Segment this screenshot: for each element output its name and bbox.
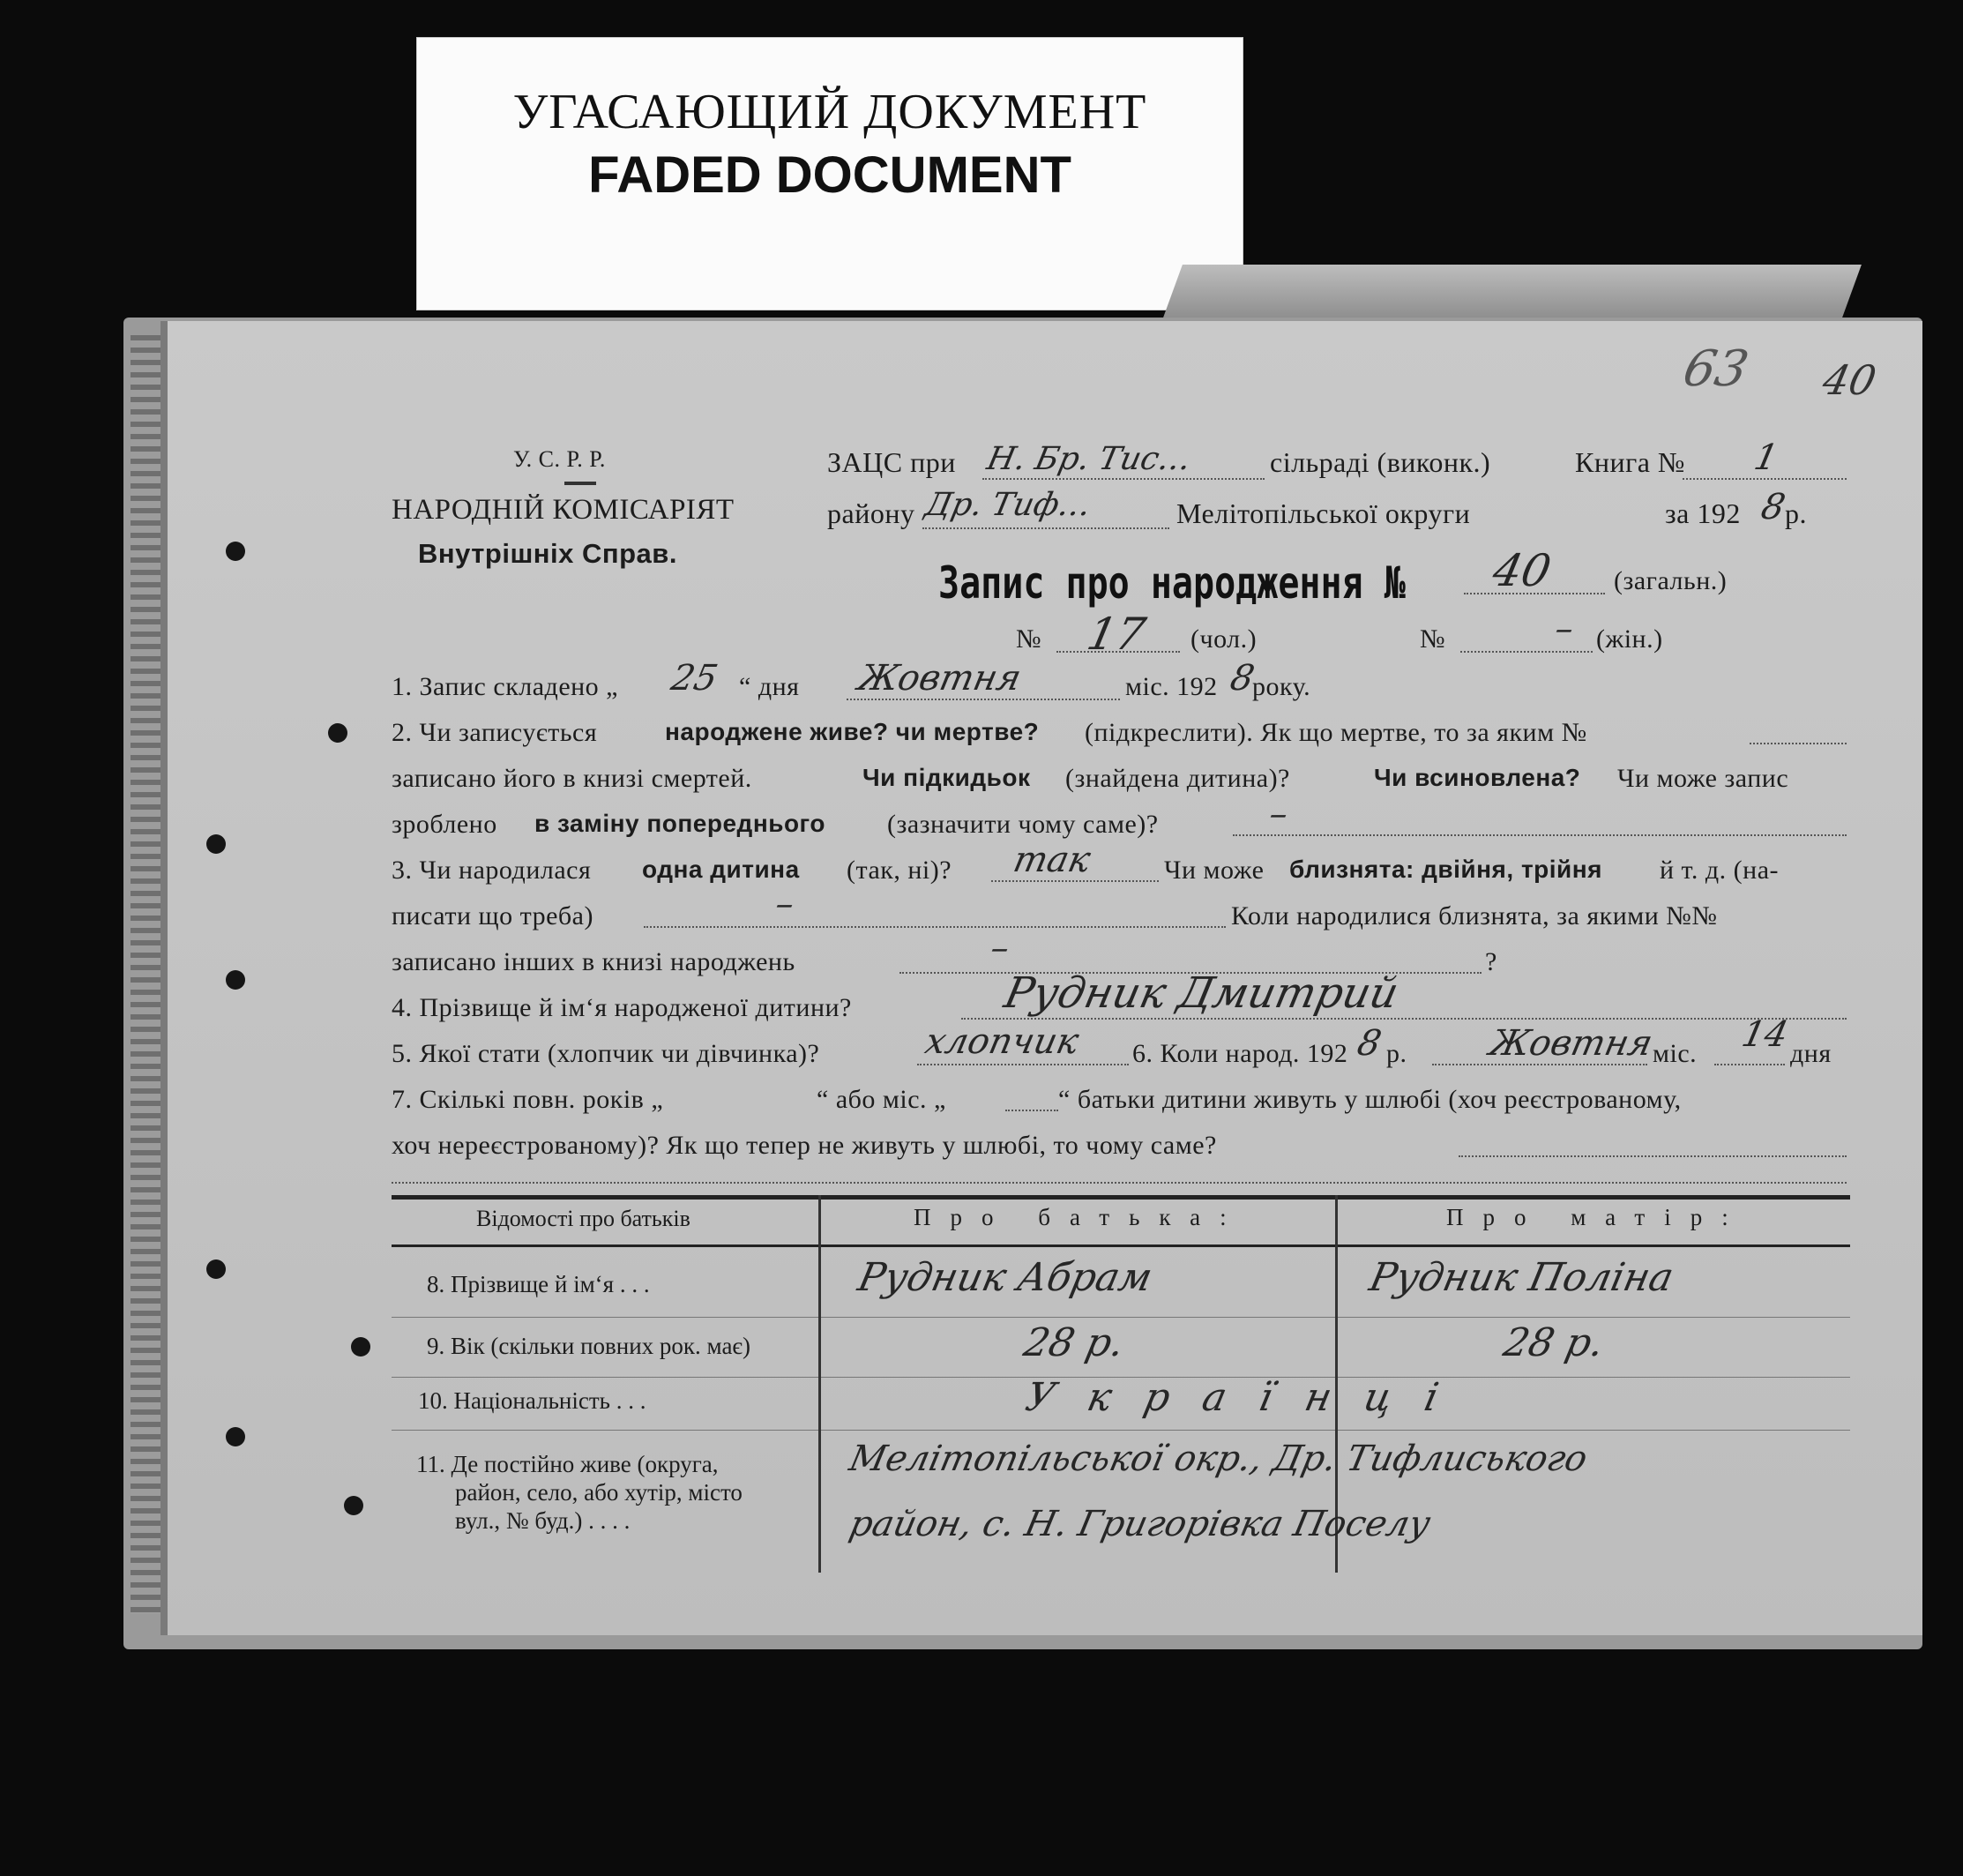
punch-hole	[351, 1337, 370, 1357]
q6-month: Жовтня	[1486, 1023, 1656, 1064]
female-number-label: №	[1420, 624, 1446, 654]
q2-adopted: Чи всиновлена?	[1374, 764, 1581, 791]
q4-label: 4. Прізвище й ім‘я народженої дитини?	[392, 993, 852, 1022]
q1-label: 1. Запис складено „	[392, 672, 618, 701]
q5-line	[917, 1064, 1129, 1065]
q2-foundling-note: (знайдена дитина)?	[1065, 764, 1290, 793]
q6-day-line	[1714, 1064, 1785, 1065]
punch-hole	[226, 1427, 245, 1446]
record-title: Запис про народження №	[938, 557, 1406, 609]
q2-line2-e: Чи може запис	[1617, 764, 1789, 793]
header-divider	[564, 482, 596, 485]
q3-maybe: Чи може	[1164, 856, 1265, 885]
q7-line2-line	[1459, 1155, 1847, 1157]
table-header-rule	[392, 1244, 1850, 1247]
nationality-value: У к р а ї н ц і	[1021, 1375, 1453, 1420]
q2-label: 2. Чи записується	[392, 718, 598, 747]
male-number-label: №	[1016, 624, 1042, 654]
book-label: Книга №	[1575, 446, 1685, 478]
q6-year: 8	[1354, 1023, 1385, 1064]
q2-alive-dead: народжене живе? чи мертве?	[665, 718, 1040, 745]
q1-month-line	[847, 699, 1120, 700]
q3-line2-line	[644, 926, 1226, 928]
table-row-rule	[392, 1317, 1850, 1318]
zags-line	[982, 478, 1265, 480]
row-name-label: 8. Прізвище й ім‘я . . .	[427, 1271, 650, 1297]
mother-name: Рудник Поліна	[1365, 1255, 1678, 1300]
punch-hole	[206, 1259, 226, 1279]
q7-line3-line	[392, 1182, 1847, 1184]
q7-months-label: “ або міс. „	[817, 1085, 946, 1114]
q2-foundling: Чи підкидьок	[862, 764, 1031, 791]
residence-value-1: Мелітопільської окр., Др. Тифлиського	[846, 1439, 1591, 1479]
q7-months-line	[1005, 1110, 1058, 1111]
female-number: –	[1551, 609, 1578, 649]
male-number-suffix: (чол.)	[1190, 624, 1258, 654]
q1-year: 8	[1227, 658, 1258, 699]
punch-hole	[344, 1496, 363, 1515]
commissariat-label: НАРОДНІЙ КОМІСАРІЯТ	[392, 494, 735, 526]
table-row-rule	[392, 1430, 1850, 1431]
binding-edge	[131, 335, 164, 1614]
label-russian: УГАСАЮЩИЙ ДОКУМЕНТ	[512, 85, 1147, 139]
okruha-label: Мелітопільської округи	[1176, 497, 1471, 529]
table-head-parents: Відомості про батьків	[476, 1206, 690, 1231]
faded-document-label	[416, 37, 1243, 310]
q5-value: хлопчик	[922, 1021, 1083, 1062]
father-age: 28 р.	[1019, 1320, 1129, 1365]
q6-month-line	[1432, 1064, 1647, 1065]
sheet-number-mark: 63	[1678, 340, 1754, 398]
zags-suffix: сільраді (виконк.)	[1270, 446, 1491, 478]
district-label: району	[827, 497, 915, 529]
year-label: за 192	[1665, 497, 1741, 529]
q2-line3-line	[1233, 834, 1847, 836]
district-line	[922, 527, 1169, 529]
row-residence-label-2: район, село, або хутір, місто	[455, 1479, 743, 1506]
record-number-suffix: (загальн.)	[1614, 566, 1728, 595]
q3-one-child: одна дитина	[642, 856, 800, 883]
q3-line2-a: писати що треба)	[392, 901, 593, 931]
other-number-mark: 40	[1818, 356, 1881, 404]
row-age-label: 9. Вік (скільки повних рок. має)	[427, 1333, 751, 1359]
q4-value: Рудник Дмитрий	[1000, 968, 1403, 1018]
q6-day-label: дня	[1790, 1039, 1832, 1068]
zags-value: Н. Бр. Тис…	[983, 441, 1195, 477]
q6-year-suffix: р.	[1386, 1039, 1407, 1068]
table-head-father: Про батька:	[914, 1204, 1246, 1230]
zags-prefix: ЗАЦС при	[827, 446, 956, 478]
republic-label: У. С. Р. Р.	[513, 446, 606, 472]
q2-line3-value: –	[1265, 794, 1292, 834]
year-suffix: р.	[1785, 497, 1807, 529]
district-value: Др. Тиф…	[922, 487, 1094, 523]
father-name: Рудник Абрам	[854, 1255, 1157, 1300]
q6-day: 14	[1738, 1014, 1792, 1055]
q2-replacement: в заміну попереднього	[534, 810, 825, 837]
mother-age: 28 р.	[1499, 1320, 1608, 1365]
q1-year-label: міс. 192	[1125, 672, 1218, 701]
book-value: 1	[1750, 437, 1782, 478]
residence-value-2: район, с. Н. Григорівка Поселу	[846, 1504, 1435, 1544]
label-english: FADED DOCUMENT	[588, 146, 1071, 204]
q2-underline-note: (підкреслити). Як що мертве, то за яким №	[1085, 718, 1587, 747]
q1-month: Жовтня	[855, 658, 1025, 699]
page-stack-edge	[1163, 265, 1862, 318]
q3-line2-value: –	[772, 884, 798, 924]
q6-label: 6. Коли народ. 192	[1132, 1039, 1348, 1068]
q3-line3-end: ?	[1485, 947, 1497, 976]
q5-label: 5. Якої стати (хлопчик чи дівчинка)?	[392, 1039, 820, 1068]
row-residence-label-3: вул., № буд.) . . . .	[455, 1507, 631, 1534]
q7-label: 7. Скількі повн. років „	[392, 1085, 664, 1114]
female-number-line	[1460, 651, 1593, 653]
q3-line2-b: Коли народилися близнята, за якими №№	[1231, 901, 1718, 931]
q3-twins: близнята: двійня, трійня	[1289, 856, 1602, 883]
q3-etc: й т. д. (на-	[1660, 856, 1780, 885]
row-nationality-label: 10. Національність . . .	[418, 1387, 646, 1414]
parents-table	[392, 1195, 1850, 1573]
q2-line3-a: зроблено	[392, 810, 497, 839]
punch-hole	[206, 834, 226, 854]
record-number: 40	[1488, 545, 1556, 596]
punch-hole	[226, 970, 245, 990]
punch-hole	[226, 542, 245, 561]
q3-line	[991, 880, 1159, 882]
q1-day: 25	[668, 658, 721, 699]
year-value: 8	[1758, 487, 1789, 527]
q7-marriage: “ батьки дитини живуть у шлюбі (хоч реєстрованому,	[1058, 1085, 1682, 1114]
q1-day-suffix: “ дня	[739, 672, 800, 701]
punch-hole	[328, 723, 347, 743]
row-residence-label-1: 11. Де постійно живе (округа,	[416, 1451, 719, 1477]
q2-line3-c: (зазначити чому саме)?	[887, 810, 1159, 839]
q2-line2-a: записано його в книзі смертей.	[392, 764, 752, 793]
q2-death-number-line	[1750, 743, 1847, 744]
female-number-suffix: (жін.)	[1596, 624, 1663, 654]
book-line	[1683, 478, 1847, 480]
q7-line2: хоч нереєстрованому)? Як що тепер не живуть у шлюбі, то чому саме?	[392, 1131, 1217, 1160]
table-top-rule	[392, 1195, 1850, 1200]
q3-label: 3. Чи народилася	[392, 856, 592, 885]
department-label: Внутрішніх Справ.	[418, 538, 677, 569]
q3-line3-a: записано інших в книзі народжень	[392, 947, 795, 976]
q6-month-label: міс.	[1653, 1039, 1698, 1068]
table-head-mother: Про матір:	[1446, 1204, 1748, 1230]
q3-line3-value: –	[987, 928, 1013, 968]
male-number: 17	[1082, 609, 1150, 660]
q1-year-suffix: року.	[1252, 672, 1311, 701]
table-column-rule	[818, 1195, 821, 1573]
q3-yes-no: (так, ні)?	[847, 856, 952, 885]
q4-line	[961, 1018, 1847, 1020]
q3-value: так	[1010, 840, 1094, 880]
